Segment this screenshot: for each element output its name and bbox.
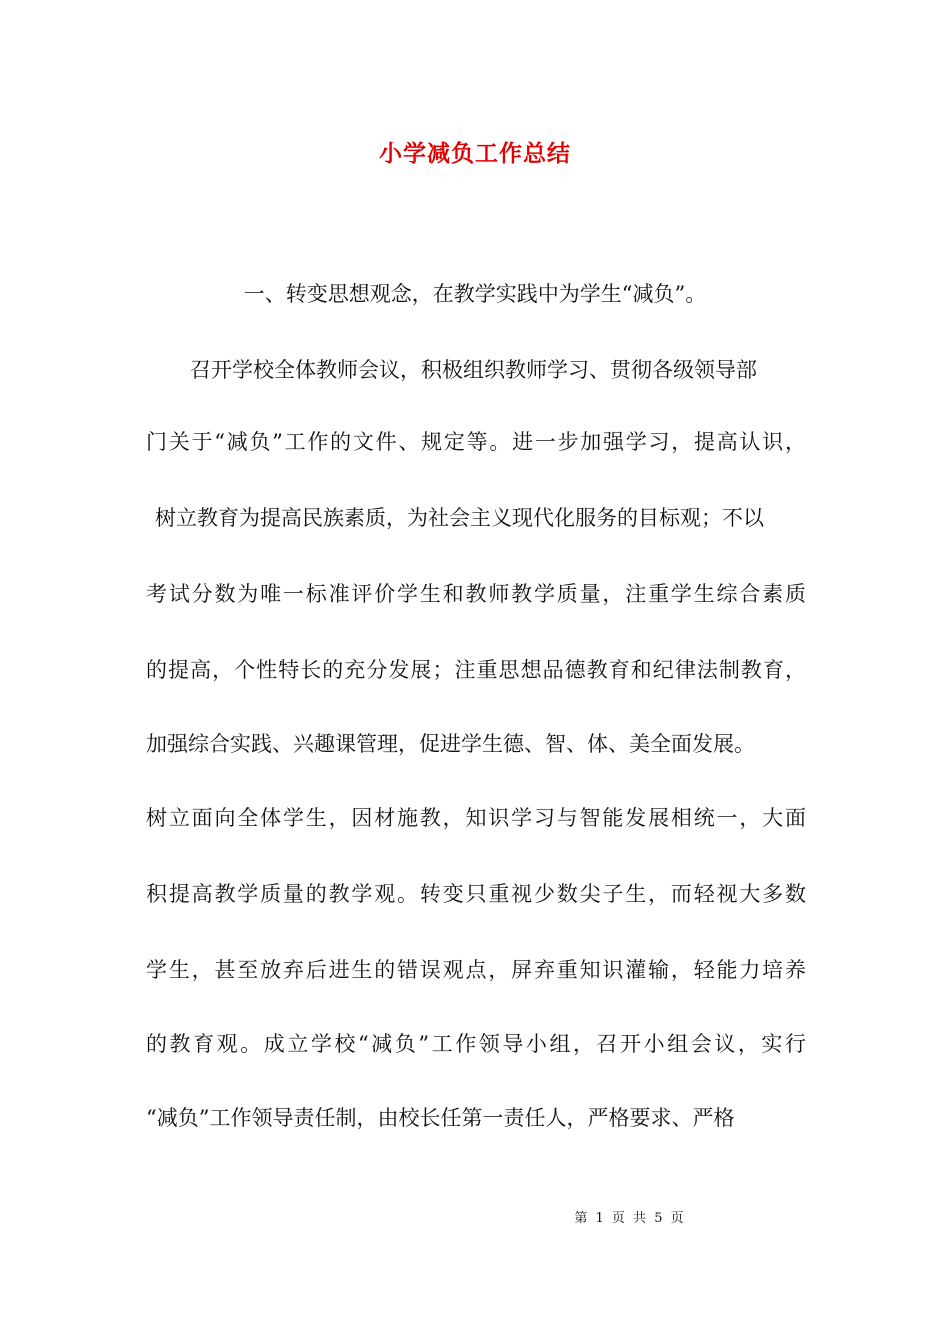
document-title: 小学减负工作总结: [379, 140, 571, 167]
body-line-3: 树立教育为提高民族素质，为社会主义现代化服务的目标观；不以: [155, 506, 764, 530]
body-line-7: 树立面向全体学生，因材施教，知识学习与智能发展相统一，大面: [146, 806, 806, 830]
body-line-10: 的教育观。成立学校“减负”工作领导小组，召开小组会议，实行: [146, 1032, 806, 1056]
page-footer: [0, 1209, 950, 1229]
section-heading: 一、转变思想观念，在教学实践中为学生“减负”。: [243, 282, 707, 306]
footer-suffix: 页: [670, 1211, 686, 1226]
body-line-6: 加强综合实践、兴趣课管理，促进学生德、智、体、美全面发展。: [146, 732, 755, 756]
body-line-1: 召开学校全体教师会议，积极组织教师学习、贯彻各级领导部: [190, 358, 757, 382]
footer-current-page: 1: [595, 1211, 606, 1226]
body-line-11: “减负”工作领导责任制，由校长任第一责任人，严格要求、严格: [146, 1106, 735, 1130]
body-line-2: 门关于“减负”工作的文件、规定等。进一步加强学习，提高认识，: [146, 430, 806, 454]
body-line-4: 考试分数为唯一标准评价学生和教师教学质量，注重学生综合素质: [146, 582, 806, 606]
footer-total-pages: 5: [654, 1211, 665, 1226]
body-line-9: 学生，甚至放弃后进生的错误观点，屏弃重知识灌输，轻能力培养: [146, 958, 806, 982]
body-line-8: 积提高教学质量的教学观。转变只重视少数尖子生，而轻视大多数: [146, 882, 806, 906]
body-line-5: 的提高，个性特长的充分发展；注重思想品德教育和纪律法制教育，: [146, 658, 806, 682]
footer-prefix: 第: [574, 1211, 590, 1226]
footer-mid: 页 共: [611, 1211, 649, 1226]
